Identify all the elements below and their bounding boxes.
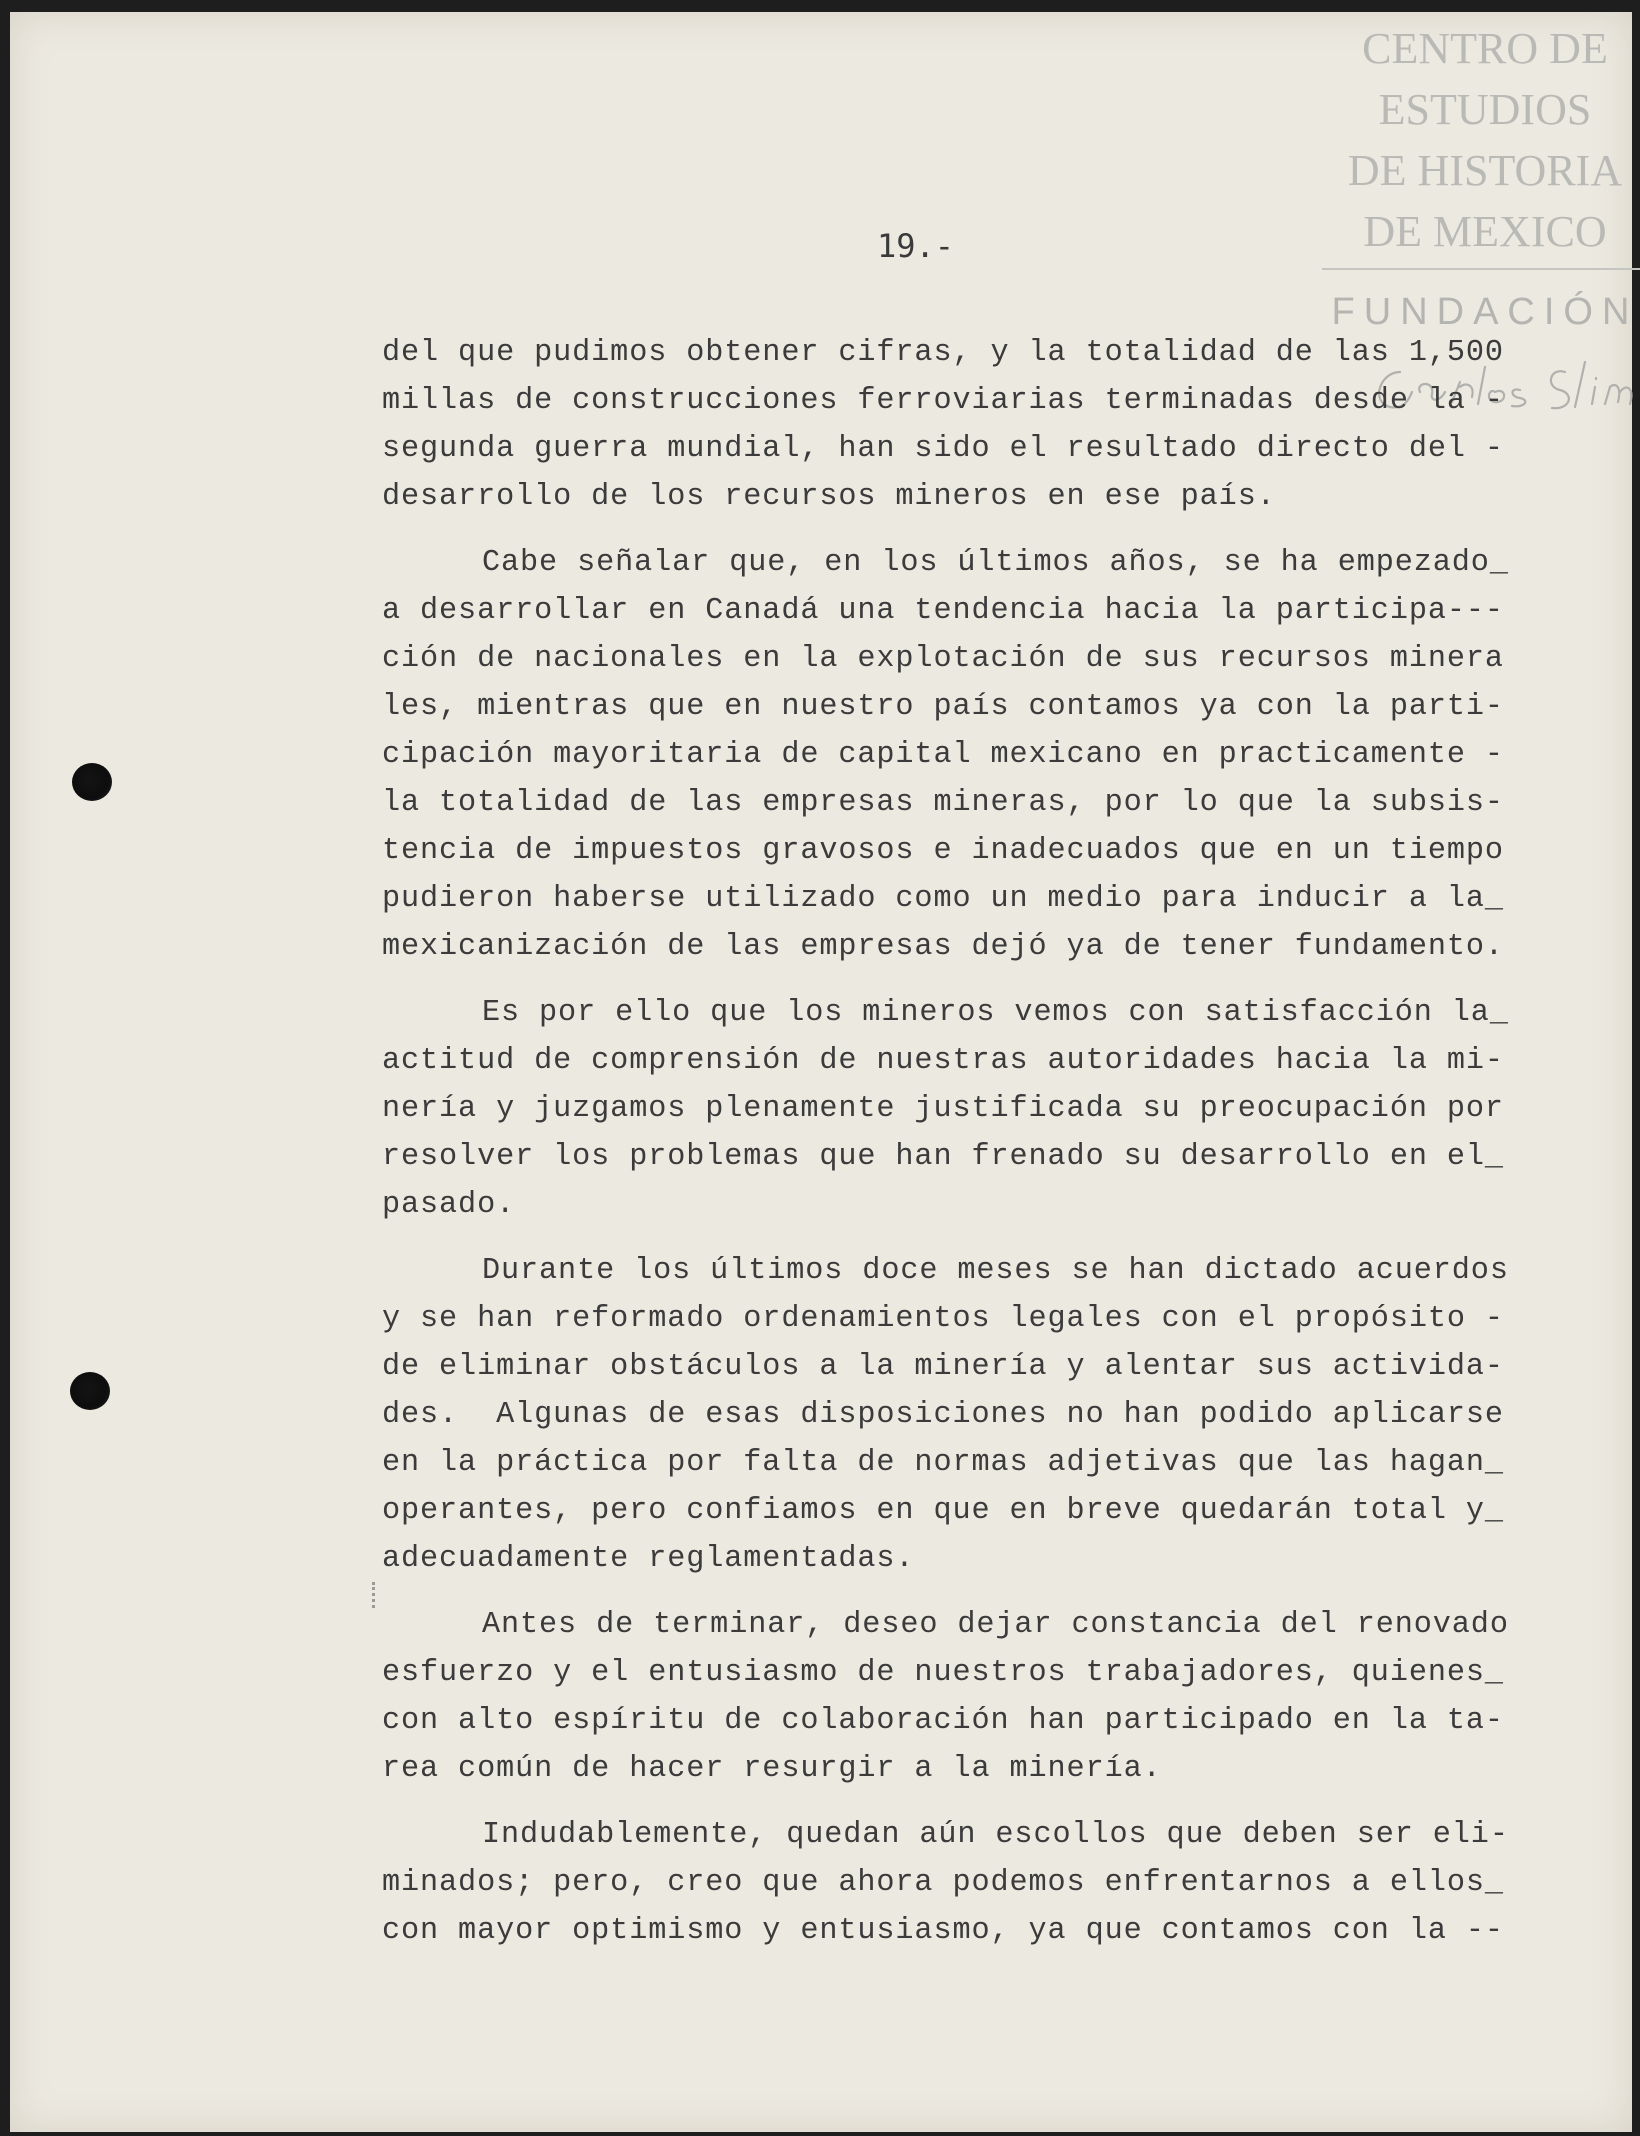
text-line: pudieron haberse utilizado como un medio para inducir a la_ xyxy=(382,882,1504,916)
paragraph xyxy=(382,1247,1602,1583)
text-line: Indudablemente, quedan aún escollos que deben ser eli- xyxy=(482,1818,1509,1852)
text-line: Antes de terminar, deseo dejar constancia del renovado xyxy=(482,1608,1509,1642)
watermark-line: DE HISTORIA xyxy=(1347,146,1623,195)
text-line: nería y juzgamos plenamente justificada su preocupación por xyxy=(382,1092,1504,1126)
text-line: del que pudimos obtener cifras, y la totalidad de las 1,500 xyxy=(382,336,1504,370)
paragraph xyxy=(382,1601,1602,1793)
text-line: rea común de hacer resurgir a la minería. xyxy=(382,1752,1162,1786)
text-line: mexicanización de las empresas dejó ya de tener fundamento. xyxy=(382,930,1504,964)
text-line: adecuadamente reglamentadas. xyxy=(382,1542,915,1576)
text-line: ción de nacionales en la explotación de sus recursos minera xyxy=(382,642,1504,676)
text-line: millas de construcciones ferroviarias terminadas desde la - xyxy=(382,384,1504,418)
watermark-foundation: FUNDACIÓN xyxy=(1331,291,1639,333)
text-line: en la práctica por falta de normas adjetivas que las hagan_ xyxy=(382,1446,1504,1480)
archive-watermark xyxy=(1322,18,1640,334)
text-line: con alto espíritu de colaboración han participado en la ta- xyxy=(382,1704,1504,1738)
text-line: segunda guerra mundial, han sido el resultado directo del - xyxy=(382,432,1504,466)
page-number: 19.- xyxy=(877,227,955,265)
text-line: de eliminar obstáculos a la minería y alentar sus activida- xyxy=(382,1350,1504,1384)
text-line: operantes, pero confiamos en que en breve quedarán total y_ xyxy=(382,1494,1504,1528)
text-line: minados; pero, creo que ahora podemos enfrentarnos a ellos_ xyxy=(382,1866,1504,1900)
text-line: la totalidad de las empresas mineras, por lo que la subsis- xyxy=(382,786,1504,820)
text-line: Durante los últimos doce meses se han dictado acuerdos xyxy=(482,1254,1509,1288)
punch-hole xyxy=(72,763,112,801)
paragraph xyxy=(382,539,1602,971)
text-line: actitud de comprensión de nuestras autoridades hacia la mi- xyxy=(382,1044,1504,1078)
text-line: resolver los problemas que han frenado su desarrollo en el_ xyxy=(382,1140,1504,1174)
paragraph xyxy=(382,1811,1602,1955)
text-line: Es por ello que los mineros vemos con satisfacción la_ xyxy=(482,996,1509,1030)
paragraph xyxy=(382,989,1602,1229)
text-line: Cabe señalar que, en los últimos años, se ha empezado_ xyxy=(482,546,1509,580)
text-line: des. Algunas de esas disposiciones no han podido aplicarse xyxy=(382,1398,1504,1432)
watermark-line: DE MEXICO xyxy=(1363,207,1607,256)
watermark-divider xyxy=(1322,268,1640,270)
text-line: les, mientras que en nuestro país contamos ya con la parti- xyxy=(382,690,1504,724)
margin-mark xyxy=(372,1582,379,1608)
body-text xyxy=(382,329,1602,1973)
text-line: esfuerzo y el entusiasmo de nuestros trabajadores, quienes_ xyxy=(382,1656,1504,1690)
punch-hole xyxy=(70,1372,110,1410)
text-line: con mayor optimismo y entusiasmo, ya que contamos con la -- xyxy=(382,1914,1504,1948)
text-line: desarrollo de los recursos mineros en ese país. xyxy=(382,480,1276,514)
watermark-line: ESTUDIOS xyxy=(1378,85,1592,134)
text-line: cipación mayoritaria de capital mexicano en practicamente - xyxy=(382,738,1504,772)
text-line: a desarrollar en Canadá una tendencia hacia la participa--- xyxy=(382,594,1504,628)
paragraph xyxy=(382,329,1602,521)
paper-sheet xyxy=(10,12,1639,2132)
text-line: y se han reformado ordenamientos legales con el propósito - xyxy=(382,1302,1504,1336)
watermark-line: CENTRO DE xyxy=(1362,24,1608,73)
text-line: tencia de impuestos gravosos e inadecuados que en un tiempo xyxy=(382,834,1504,868)
text-line: pasado. xyxy=(382,1188,516,1222)
